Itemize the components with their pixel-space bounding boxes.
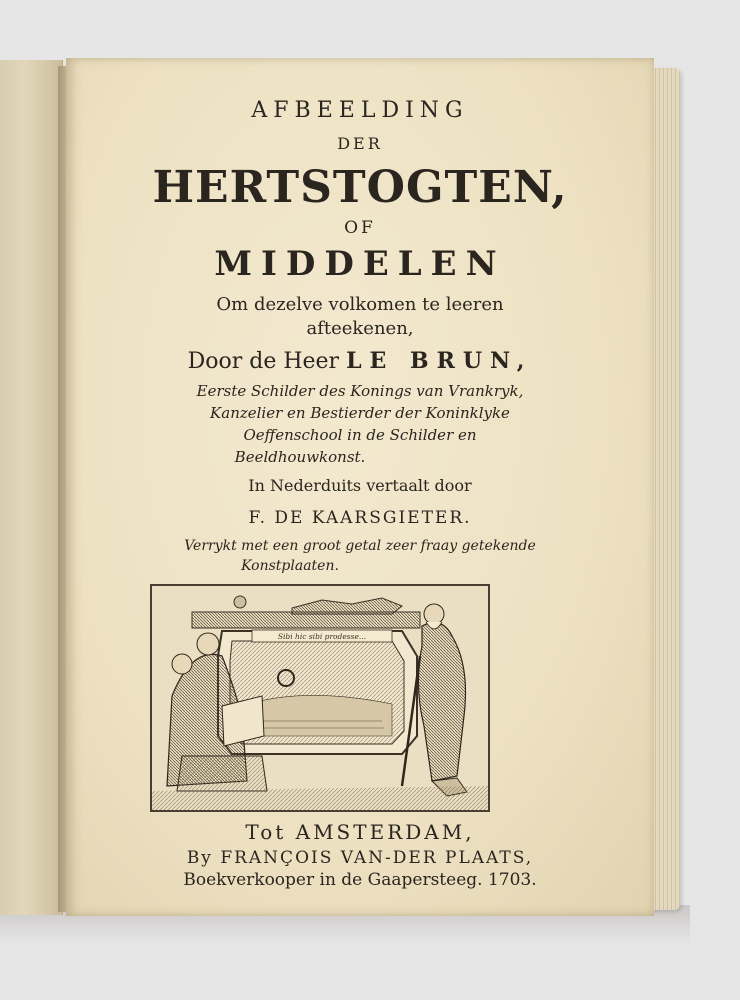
author-role-4: Beeldhouwkonst. [234, 448, 366, 466]
author-prefix: Door de Heer [187, 349, 340, 374]
imprint-address: Boekverkooper in de Gaapersteeg. 1703. [183, 870, 537, 890]
main-title: HERTSTOGTEN, [152, 162, 568, 213]
author-role-2: Kanzelier en Bestierder der Koninklyke [210, 404, 510, 422]
author-role-3: Oeffenschool in de Schilder en [243, 426, 477, 444]
engraving-artwork [152, 586, 488, 810]
author-name: LE BRUN, [346, 348, 533, 374]
plates-note-2: Konstplaaten. [241, 558, 339, 574]
title-line-5: MIDDELEN [214, 244, 506, 284]
engraving-banner-text: Sibi hic sibi prodesse... [277, 632, 367, 641]
translator-name: F. DE KAARSGIETER. [248, 508, 472, 528]
subtitle-line-2: afteekenen, [306, 318, 414, 339]
title-line-4: OF [344, 218, 376, 238]
author-role-1: Eerste Schilder des Konings van Vrankryk, [196, 382, 524, 400]
title-line-1: AFBEELDING [251, 98, 469, 123]
title-page [66, 58, 654, 916]
engraving-illustration [150, 584, 490, 812]
title-line-2: DER [337, 134, 383, 153]
plates-note-1: Verrykt met een groot getal zeer fraay getekende [184, 538, 536, 554]
translation-note: In Nederduits vertaalt door [248, 476, 472, 495]
author-line [66, 348, 654, 374]
imprint-publisher: By FRANÇOIS VAN-DER PLAATS, [186, 848, 534, 868]
imprint-city: Tot AMSTERDAM, [245, 820, 475, 844]
left-page [0, 60, 63, 915]
subtitle-line-1: Om dezelve volkomen te leeren [216, 294, 504, 315]
